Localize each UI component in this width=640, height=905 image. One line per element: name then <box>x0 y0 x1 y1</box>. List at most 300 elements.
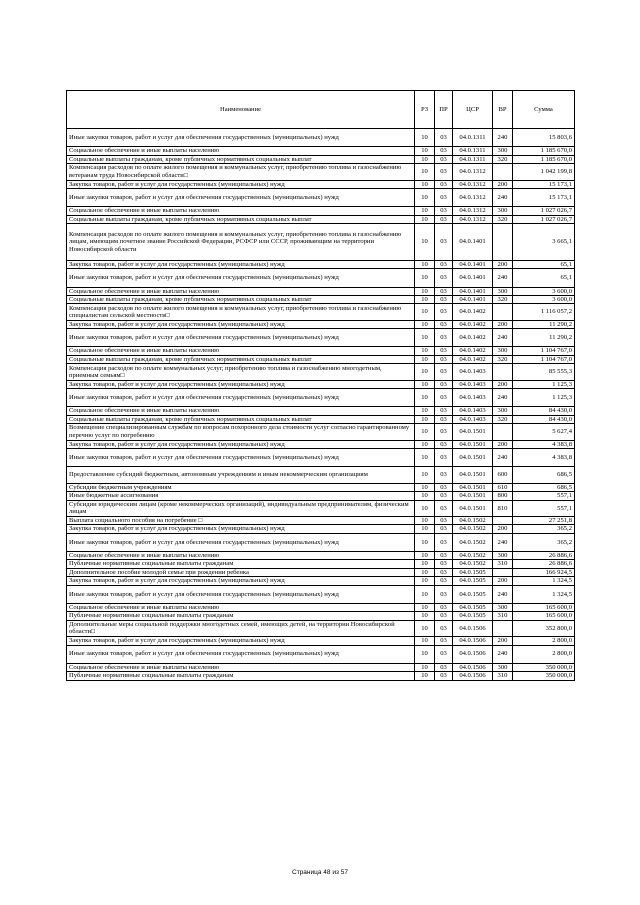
table-body <box>67 129 575 681</box>
cell-name: Закупка товаров, работ и услуг для государственных (муниципальных) нужд <box>67 260 415 268</box>
cell-csr: 04.0.1505 <box>453 568 493 576</box>
cell-vr: 310 <box>493 672 513 680</box>
cell-rz: 10 <box>415 295 435 303</box>
cell-pr: 03 <box>435 295 453 303</box>
cell-vr: 300 <box>493 407 513 415</box>
cell-sum: 557,1 <box>513 500 575 517</box>
cell-csr: 04.0.1506 <box>453 672 493 680</box>
cell-rz: 10 <box>415 467 435 484</box>
cell-name: Субсидии бюджетным учреждениям <box>67 483 415 491</box>
cell-pr: 03 <box>435 415 453 423</box>
cell-vr: 240 <box>493 329 513 347</box>
cell-csr: 04.0.1311 <box>453 129 493 147</box>
cell-vr <box>493 304 513 321</box>
cell-sum: 350 000,0 <box>513 663 575 671</box>
cell-vr: 300 <box>493 287 513 295</box>
cell-csr: 04.0.1401 <box>453 223 493 260</box>
cell-sum: 1 104 767,0 <box>513 347 575 355</box>
header-row <box>67 91 575 129</box>
cell-csr: 04.0.1312 <box>453 215 493 223</box>
cell-pr: 03 <box>435 188 453 206</box>
cell-rz: 10 <box>415 568 435 576</box>
cell-rz: 10 <box>415 603 435 611</box>
cell-sum: 686,5 <box>513 483 575 491</box>
cell-vr: 300 <box>493 663 513 671</box>
cell-csr: 04.0.1506 <box>453 663 493 671</box>
cell-rz: 10 <box>415 380 435 388</box>
cell-sum: 1 125,3 <box>513 380 575 388</box>
cell-csr: 04.0.1505 <box>453 585 493 603</box>
cell-csr: 04.0.1505 <box>453 577 493 585</box>
cell-name: Публичные нормативные социальные выплаты гражданам <box>67 560 415 568</box>
cell-sum: 1 027 026,7 <box>513 207 575 215</box>
budget-table <box>66 90 575 681</box>
cell-rz: 10 <box>415 223 435 260</box>
table-row <box>67 155 575 163</box>
table-row <box>67 560 575 568</box>
cell-sum: 166 924,5 <box>513 568 575 576</box>
cell-pr: 03 <box>435 483 453 491</box>
cell-vr: 240 <box>493 389 513 407</box>
cell-pr: 03 <box>435 663 453 671</box>
cell-rz: 10 <box>415 663 435 671</box>
table-row <box>67 389 575 407</box>
cell-vr <box>493 517 513 525</box>
cell-csr: 04.0.1402 <box>453 355 493 363</box>
cell-rz: 10 <box>415 645 435 663</box>
table-row <box>67 645 575 663</box>
cell-pr: 03 <box>435 672 453 680</box>
cell-vr <box>493 364 513 381</box>
cell-csr: 04.0.1506 <box>453 620 493 637</box>
cell-vr: 200 <box>493 525 513 533</box>
cell-vr: 310 <box>493 612 513 620</box>
cell-name: Закупка товаров, работ и услуг для государственных (муниципальных) нужд <box>67 637 415 645</box>
cell-sum: 65,1 <box>513 269 575 287</box>
cell-rz: 10 <box>415 389 435 407</box>
table-row <box>67 320 575 328</box>
cell-sum: 2 800,0 <box>513 645 575 663</box>
cell-pr: 03 <box>435 603 453 611</box>
cell-rz: 10 <box>415 364 435 381</box>
cell-pr: 03 <box>435 147 453 155</box>
cell-sum: 1 185 670,0 <box>513 155 575 163</box>
cell-sum: 350 000,0 <box>513 672 575 680</box>
cell-rz: 10 <box>415 637 435 645</box>
cell-name: Дополнительное пособие молодой семье при рождении ребенка <box>67 568 415 576</box>
cell-csr: 04.0.1403 <box>453 407 493 415</box>
cell-vr: 300 <box>493 603 513 611</box>
cell-sum: 1 125,3 <box>513 389 575 407</box>
cell-vr: 240 <box>493 645 513 663</box>
cell-sum: 15 173,1 <box>513 180 575 188</box>
cell-csr: 04.0.1501 <box>453 440 493 448</box>
cell-pr: 03 <box>435 560 453 568</box>
cell-pr: 03 <box>435 585 453 603</box>
cell-rz: 10 <box>415 260 435 268</box>
cell-name: Иные закупки товаров, работ и услуг для обеспечения государственных (муниципальных) нужд <box>67 449 415 467</box>
cell-rz: 10 <box>415 407 435 415</box>
cell-vr: 610 <box>493 483 513 491</box>
cell-sum: 1 104 767,0 <box>513 355 575 363</box>
cell-rz: 10 <box>415 620 435 637</box>
table-row <box>67 620 575 637</box>
cell-csr: 04.0.1403 <box>453 364 493 381</box>
cell-rz: 10 <box>415 188 435 206</box>
cell-pr: 03 <box>435 207 453 215</box>
cell-rz: 10 <box>415 424 435 441</box>
table-row <box>67 380 575 388</box>
cell-rz: 10 <box>415 612 435 620</box>
cell-sum: 15 803,6 <box>513 129 575 147</box>
cell-rz: 10 <box>415 517 435 525</box>
cell-csr: 04.0.1401 <box>453 295 493 303</box>
cell-vr: 240 <box>493 188 513 206</box>
cell-pr: 03 <box>435 304 453 321</box>
table-row <box>67 355 575 363</box>
cell-sum: 3 600,0 <box>513 287 575 295</box>
header-rz: РЗ <box>415 91 435 129</box>
cell-pr: 03 <box>435 180 453 188</box>
cell-name: Закупка товаров, работ и услуг для государственных (муниципальных) нужд <box>67 320 415 328</box>
cell-pr: 03 <box>435 155 453 163</box>
cell-name: Социальное обеспечение и иные выплаты населению <box>67 147 415 155</box>
cell-vr: 320 <box>493 155 513 163</box>
cell-sum: 165 600,0 <box>513 612 575 620</box>
cell-sum: 1 042 199,8 <box>513 164 575 181</box>
cell-rz: 10 <box>415 329 435 347</box>
cell-name: Иные закупки товаров, работ и услуг для обеспечения государственных (муниципальных) нужд <box>67 269 415 287</box>
cell-csr: 04.0.1502 <box>453 517 493 525</box>
cell-csr: 04.0.1402 <box>453 329 493 347</box>
table-row <box>67 304 575 321</box>
header-pr: ПР <box>435 91 453 129</box>
cell-rz: 10 <box>415 164 435 181</box>
cell-name: Социальные выплаты гражданам, кроме публичных нормативных социальных выплат <box>67 295 415 303</box>
table-row <box>67 295 575 303</box>
cell-sum: 1 324,5 <box>513 577 575 585</box>
table-row <box>67 223 575 260</box>
cell-rz: 10 <box>415 449 435 467</box>
cell-sum: 365,2 <box>513 533 575 551</box>
table-row <box>67 188 575 206</box>
cell-name: Закупка товаров, работ и услуг для государственных (муниципальных) нужд <box>67 380 415 388</box>
cell-pr: 03 <box>435 552 453 560</box>
cell-csr: 04.0.1502 <box>453 525 493 533</box>
cell-name: Социальное обеспечение и иные выплаты населению <box>67 207 415 215</box>
cell-vr: 240 <box>493 533 513 551</box>
cell-sum: 27 251,8 <box>513 517 575 525</box>
cell-rz: 10 <box>415 287 435 295</box>
cell-vr: 800 <box>493 492 513 500</box>
cell-name: Социальное обеспечение и иные выплаты населению <box>67 347 415 355</box>
table-row <box>67 407 575 415</box>
cell-rz: 10 <box>415 269 435 287</box>
cell-pr: 03 <box>435 287 453 295</box>
cell-name: Публичные нормативные социальные выплаты гражданам <box>67 612 415 620</box>
cell-vr: 320 <box>493 415 513 423</box>
cell-name: Дополнительные меры социальной поддержки многодетных семей, имеющих детей, на территории Новосибирской области□ <box>67 620 415 637</box>
table-row <box>67 207 575 215</box>
cell-name: Компенсация расходов по оплате жилого помещения и коммунальных услуг, приобретению топлива и газоснабжению лицам, имеющим почетное звание Российской Федерации, РСФСР или СССР, проживающим на территории Новосибирской области <box>67 223 415 260</box>
cell-sum: 26 886,6 <box>513 552 575 560</box>
table-row <box>67 415 575 423</box>
table-row <box>67 500 575 517</box>
cell-name: Иные закупки товаров, работ и услуг для обеспечения государственных (муниципальных) нужд <box>67 645 415 663</box>
cell-csr: 04.0.1402 <box>453 304 493 321</box>
cell-csr: 04.0.1401 <box>453 260 493 268</box>
cell-name: Социальные выплаты гражданам, кроме публичных нормативных социальных выплат <box>67 415 415 423</box>
cell-csr: 04.0.1402 <box>453 320 493 328</box>
table-row <box>67 129 575 147</box>
cell-rz: 10 <box>415 304 435 321</box>
cell-csr: 04.0.1501 <box>453 483 493 491</box>
cell-csr: 04.0.1502 <box>453 552 493 560</box>
cell-csr: 04.0.1401 <box>453 269 493 287</box>
cell-pr: 03 <box>435 500 453 517</box>
cell-sum: 4 383,8 <box>513 440 575 448</box>
cell-name: Иные бюджетные ассигнования <box>67 492 415 500</box>
table-row <box>67 424 575 441</box>
cell-sum: 1 185 670,0 <box>513 147 575 155</box>
cell-csr: 04.0.1501 <box>453 424 493 441</box>
cell-vr: 240 <box>493 269 513 287</box>
cell-csr: 04.0.1312 <box>453 164 493 181</box>
cell-sum: 84 430,0 <box>513 407 575 415</box>
cell-name: Социальное обеспечение и иные выплаты населению <box>67 287 415 295</box>
cell-vr: 320 <box>493 355 513 363</box>
cell-sum: 11 290,2 <box>513 320 575 328</box>
cell-name: Иные закупки товаров, работ и услуг для обеспечения государственных (муниципальных) нужд <box>67 585 415 603</box>
cell-name: Социальное обеспечение и иные выплаты населению <box>67 552 415 560</box>
table-row <box>67 672 575 680</box>
cell-csr: 04.0.1403 <box>453 380 493 388</box>
cell-rz: 10 <box>415 415 435 423</box>
cell-vr: 200 <box>493 260 513 268</box>
cell-pr: 03 <box>435 215 453 223</box>
table-row <box>67 585 575 603</box>
cell-sum: 5 627,4 <box>513 424 575 441</box>
cell-sum: 3 665,1 <box>513 223 575 260</box>
cell-vr: 320 <box>493 215 513 223</box>
cell-pr: 03 <box>435 329 453 347</box>
cell-rz: 10 <box>415 355 435 363</box>
table-row <box>67 637 575 645</box>
table-row <box>67 603 575 611</box>
cell-sum: 84 430,0 <box>513 415 575 423</box>
table-row <box>67 329 575 347</box>
cell-rz: 10 <box>415 440 435 448</box>
table-row <box>67 467 575 484</box>
cell-pr: 03 <box>435 380 453 388</box>
cell-name: Иные закупки товаров, работ и услуг для обеспечения государственных (муниципальных) нужд <box>67 533 415 551</box>
cell-vr: 240 <box>493 129 513 147</box>
cell-pr: 03 <box>435 517 453 525</box>
cell-name: Социальное обеспечение и иные выплаты населению <box>67 663 415 671</box>
table-row <box>67 525 575 533</box>
cell-name: Социальные выплаты гражданам, кроме публичных нормативных социальных выплат <box>67 215 415 223</box>
cell-name: Публичные нормативные социальные выплаты гражданам <box>67 672 415 680</box>
cell-rz: 10 <box>415 147 435 155</box>
cell-pr: 03 <box>435 612 453 620</box>
cell-name: Возмещение специализированным службам по вопросам похоронного дела стоимости услуг согласно гарантированному перечню услуг по погребению <box>67 424 415 441</box>
cell-pr: 03 <box>435 449 453 467</box>
cell-sum: 365,2 <box>513 525 575 533</box>
table-row <box>67 215 575 223</box>
cell-csr: 04.0.1403 <box>453 389 493 407</box>
cell-vr <box>493 568 513 576</box>
cell-vr <box>493 164 513 181</box>
cell-pr: 03 <box>435 467 453 484</box>
cell-pr: 03 <box>435 389 453 407</box>
cell-pr: 03 <box>435 424 453 441</box>
cell-name: Социальные выплаты гражданам, кроме публичных нормативных социальных выплат <box>67 155 415 163</box>
cell-pr: 03 <box>435 577 453 585</box>
cell-pr: 03 <box>435 492 453 500</box>
header-name: Наименование <box>67 91 415 129</box>
table-row <box>67 287 575 295</box>
cell-vr <box>493 223 513 260</box>
table-row <box>67 269 575 287</box>
cell-rz: 10 <box>415 585 435 603</box>
cell-csr: 04.0.1312 <box>453 188 493 206</box>
cell-csr: 04.0.1501 <box>453 449 493 467</box>
cell-rz: 10 <box>415 347 435 355</box>
cell-csr: 04.0.1501 <box>453 492 493 500</box>
cell-pr: 03 <box>435 269 453 287</box>
cell-vr <box>493 620 513 637</box>
cell-pr: 03 <box>435 637 453 645</box>
cell-pr: 03 <box>435 355 453 363</box>
table-row <box>67 440 575 448</box>
table-row <box>67 364 575 381</box>
cell-pr: 03 <box>435 364 453 381</box>
cell-vr: 200 <box>493 637 513 645</box>
cell-rz: 10 <box>415 525 435 533</box>
table-row <box>67 449 575 467</box>
cell-sum: 1 027 026,7 <box>513 215 575 223</box>
table-row <box>67 663 575 671</box>
cell-rz: 10 <box>415 560 435 568</box>
cell-name: Социальное обеспечение и иные выплаты населению <box>67 407 415 415</box>
cell-vr: 600 <box>493 467 513 484</box>
cell-name: Субсидии юридическим лицам (кроме некоммерческих организаций), индивидуальным предпринимателям, физическим лицам <box>67 500 415 517</box>
table-row <box>67 568 575 576</box>
cell-sum: 557,1 <box>513 492 575 500</box>
cell-vr: 200 <box>493 180 513 188</box>
cell-csr: 04.0.1402 <box>453 347 493 355</box>
cell-csr: 04.0.1311 <box>453 155 493 163</box>
cell-vr: 200 <box>493 320 513 328</box>
cell-pr: 03 <box>435 347 453 355</box>
cell-name: Иные закупки товаров, работ и услуг для обеспечения государственных (муниципальных) нужд <box>67 129 415 147</box>
cell-name: Иные закупки товаров, работ и услуг для обеспечения государственных (муниципальных) нужд <box>67 329 415 347</box>
cell-name: Компенсация расходов по оплате жилого помещения и коммунальных услуг, приобретению топлива и газоснабжению ветеранам труда Новосибирской области□ <box>67 164 415 181</box>
cell-sum: 15 173,1 <box>513 188 575 206</box>
cell-vr <box>493 424 513 441</box>
cell-pr: 03 <box>435 260 453 268</box>
cell-name: Социальные выплаты гражданам, кроме публичных нормативных социальных выплат <box>67 355 415 363</box>
cell-name: Иные закупки товаров, работ и услуг для обеспечения государственных (муниципальных) нужд <box>67 389 415 407</box>
header-csr: ЦСР <box>453 91 493 129</box>
cell-sum: 1 116 057,2 <box>513 304 575 321</box>
cell-vr: 300 <box>493 552 513 560</box>
cell-rz: 10 <box>415 672 435 680</box>
cell-pr: 03 <box>435 533 453 551</box>
cell-vr: 320 <box>493 295 513 303</box>
cell-sum: 686,5 <box>513 467 575 484</box>
cell-rz: 10 <box>415 533 435 551</box>
table-row <box>67 492 575 500</box>
cell-csr: 04.0.1505 <box>453 612 493 620</box>
cell-csr: 04.0.1312 <box>453 180 493 188</box>
cell-sum: 4 383,8 <box>513 449 575 467</box>
cell-csr: 04.0.1401 <box>453 287 493 295</box>
cell-rz: 10 <box>415 320 435 328</box>
cell-csr: 04.0.1501 <box>453 500 493 517</box>
cell-rz: 10 <box>415 155 435 163</box>
cell-pr: 03 <box>435 223 453 260</box>
cell-vr: 810 <box>493 500 513 517</box>
cell-sum: 65,1 <box>513 260 575 268</box>
cell-csr: 04.0.1501 <box>453 467 493 484</box>
cell-sum: 26 886,6 <box>513 560 575 568</box>
cell-csr: 04.0.1506 <box>453 637 493 645</box>
cell-name: Предоставление субсидий бюджетным, автономным учреждениям и иным некоммерческим организациям <box>67 467 415 484</box>
cell-pr: 03 <box>435 440 453 448</box>
table-row <box>67 577 575 585</box>
table-row <box>67 164 575 181</box>
cell-name: Закупка товаров, работ и услуг для государственных (муниципальных) нужд <box>67 180 415 188</box>
cell-csr: 04.0.1403 <box>453 415 493 423</box>
cell-csr: 04.0.1502 <box>453 533 493 551</box>
cell-sum: 352 800,0 <box>513 620 575 637</box>
header-vr: ВР <box>493 91 513 129</box>
table-row <box>67 180 575 188</box>
cell-csr: 04.0.1311 <box>453 147 493 155</box>
cell-vr: 240 <box>493 585 513 603</box>
table-row <box>67 533 575 551</box>
table-row <box>67 260 575 268</box>
cell-vr: 300 <box>493 147 513 155</box>
header-sum: Сумма <box>513 91 575 129</box>
table-row <box>67 552 575 560</box>
table-row <box>67 483 575 491</box>
table-row <box>67 147 575 155</box>
cell-rz: 10 <box>415 207 435 215</box>
cell-name: Закупка товаров, работ и услуг для государственных (муниципальных) нужд <box>67 525 415 533</box>
cell-rz: 10 <box>415 483 435 491</box>
cell-pr: 03 <box>435 568 453 576</box>
cell-pr: 03 <box>435 645 453 663</box>
cell-vr: 240 <box>493 449 513 467</box>
cell-pr: 03 <box>435 129 453 147</box>
table-row <box>67 612 575 620</box>
cell-csr: 04.0.1506 <box>453 645 493 663</box>
cell-sum: 1 324,5 <box>513 585 575 603</box>
cell-sum: 85 555,3 <box>513 364 575 381</box>
cell-name: Закупка товаров, работ и услуг для государственных (муниципальных) нужд <box>67 577 415 585</box>
cell-pr: 03 <box>435 407 453 415</box>
cell-vr: 200 <box>493 577 513 585</box>
cell-pr: 03 <box>435 525 453 533</box>
cell-pr: 03 <box>435 164 453 181</box>
cell-vr: 310 <box>493 560 513 568</box>
cell-vr: 300 <box>493 207 513 215</box>
cell-name: Иные закупки товаров, работ и услуг для обеспечения государственных (муниципальных) нужд <box>67 188 415 206</box>
cell-name: Выплата социального пособия на погребение □ <box>67 517 415 525</box>
cell-csr: 04.0.1312 <box>453 207 493 215</box>
